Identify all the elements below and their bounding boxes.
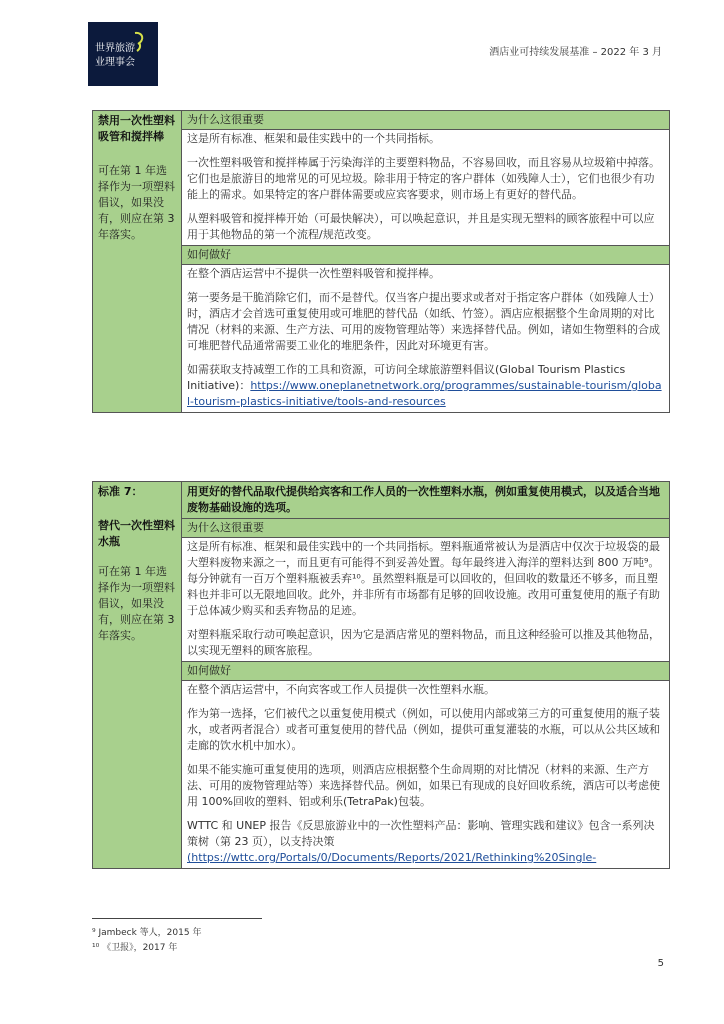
table2-standard-title: 用更好的替代品取代提供给宾客和工作人员的一次性塑料水瓶，例如重复使用模式，以及适合当地废物基础设施的选项。 xyxy=(187,485,660,514)
table1-why-label: 为什么这很重要 xyxy=(187,113,264,126)
gtpi-resources-link[interactable]: https://www.oneplanetnetwork.org/programmes/sustainable-tourism/global-tourism-plastics-initiative/tools-and-resources xyxy=(187,379,662,408)
page-header-title: 酒店业可持续发展基准 – 2022 年 3 月 xyxy=(489,47,662,58)
table2-how-label: 如何做好 xyxy=(187,664,231,677)
table2-why-para-1: 这是所有标准、框架和最佳实践中的一个共同指标。塑料瓶通常被认为是酒店中仅次于垃圾袋的最大塑料废物来源之一，而且更有可能得不到妥善处置。每年最终进入海洋的塑料达到 800 万吨⁹。每分钟就有一百万个塑料瓶被丢弃¹⁰。虽然塑料瓶是可以回收的，但回收的数量还不够多，而且塑料也并非可以无限地回收。此外，并非所有市场都有足够的回收设施。改用可重复使用的瓶子有助于总体减少购买和丢弃物品的足迹。 xyxy=(187,540,660,617)
table1-how-para-1: 在整个酒店运营中不提供一次性塑料吸管和搅拌棒。 xyxy=(187,267,440,280)
table2-report-para xyxy=(187,818,664,866)
table1-how-body xyxy=(182,265,670,413)
table1-side-title: 禁用一次性塑料吸管和搅拌棒 xyxy=(98,114,175,143)
table2-side-note: 可在第 1 年选择作为一项塑料倡议，如果没有，则应在第 3 年落实。 xyxy=(98,565,175,642)
table1-how-para-2: 第一要务是干脆消除它们，而不是替代。仅当客户提出要求或者对于指定客户群体（如残障人士）时，酒店才会首选可重复使用或可堆肥的替代品（如纸、竹签）。酒店应根据整个生命周期的对比情况（材料的来源、生产方法、可用的废物管理站等）来选择替代品。例如，诸如生物塑料的合成可堆肥替代品通常需要工业化的堆肥条件，因此对环境更有害。 xyxy=(187,291,660,352)
table2-why-header xyxy=(182,519,670,538)
table1-side-cell xyxy=(93,111,182,413)
table2-standard-header xyxy=(182,482,670,519)
table1-how-header xyxy=(182,246,670,265)
logo-line-1: 世界旅游 xyxy=(95,43,135,54)
table1-side-note: 可在第 1 年选择作为一项塑料倡议，如果没有，则应在第 3 年落实。 xyxy=(98,164,175,241)
table2-how-body xyxy=(182,681,670,869)
footnote-divider xyxy=(92,918,262,919)
table2-side-cell xyxy=(93,482,182,869)
wttc-logo xyxy=(88,22,158,86)
standard-table-straws xyxy=(92,110,670,413)
table2-how-header xyxy=(182,662,670,681)
table2-how-para-1: 在整个酒店运营中，不向宾客或工作人员提供一次性塑料水瓶。 xyxy=(187,683,495,696)
table1-why-para-2: 一次性塑料吸管和搅拌棒属于污染海洋的主要塑料物品，不容易回收，而且容易从垃圾箱中掉落。它们也是旅游目的地常见的可见垃圾。除非用于特定的客户群体（如残障人士），它们也很少有功能上的需求。如果特定的客户群体需要或应宾客要求，则市场上有更好的替代品。 xyxy=(187,156,660,201)
table2-why-body xyxy=(182,538,670,662)
table2-how-para-2: 作为第一选择，它们被代之以重复使用模式（例如，可以使用内部或第三方的可重复使用的瓶子装水，或者两者混合）或者可重复使用的替代品（例如，提供可重复灌装的水瓶，可以从公共区域和走廊的饮水机中加水）。 xyxy=(187,707,660,752)
table1-why-para-1: 这是所有标准、框架和最佳实践中的一个共同指标。 xyxy=(187,132,440,145)
page-number: 5 xyxy=(657,958,664,969)
standard-table-bottles xyxy=(92,481,670,869)
table2-report-text: WTTC 和 UNEP 报告《反思旅游业中的一次性塑料产品：影响、管理实践和建议》包含一系列决策树（第 23 页），以支持决策 xyxy=(187,819,655,848)
footnote-9: ⁹ Jambeck 等人，2015 年 xyxy=(92,928,202,938)
table2-why-para-2: 对塑料瓶采取行动可唤起意识，因为它是酒店常见的塑料物品，而且这种经验可以推及其他物品，以实现无塑料的顾客旅程。 xyxy=(187,628,660,657)
logo-text xyxy=(95,42,135,70)
table1-resource-text: 如需获取支持减塑工作的工具和资源，可访问全球旅游塑料倡议(Global Tourism Plastics Initiative)： xyxy=(187,363,626,392)
logo-line-2: 业理事会 xyxy=(95,57,135,68)
table1-how-label: 如何做好 xyxy=(187,248,231,261)
table1-resource-para xyxy=(187,362,664,410)
table1-why-para-3: 从塑料吸管和搅拌棒开始（可最快解决），可以唤起意识，并且是实现无塑料的顾客旅程中可以应用于其他物品的第一个流程/规范改变。 xyxy=(187,212,655,241)
table2-how-para-3: 如果不能实施可重复使用的选项，则酒店应根据整个生命周期的对比情况（材料的来源、生产方法、可用的废物管理站等）来选择替代品。例如，如果已有现成的良好回收系统，酒店可以考虑使用 100%回收的塑料、铝或利乐(TetraPak)包装。 xyxy=(187,763,660,808)
table1-why-body xyxy=(182,130,670,246)
footnote-10: ¹⁰ 《卫报》，2017 年 xyxy=(92,943,178,953)
table2-side-label: 标准 7： xyxy=(98,485,143,498)
wttc-report-link[interactable]: (https://wttc.org/Portals/0/Documents/Reports/2021/Rethinking%20Single- xyxy=(187,851,597,864)
table1-why-header xyxy=(182,111,670,130)
table2-side-title: 替代一次性塑料水瓶 xyxy=(98,519,175,548)
table2-why-label: 为什么这很重要 xyxy=(187,521,264,534)
